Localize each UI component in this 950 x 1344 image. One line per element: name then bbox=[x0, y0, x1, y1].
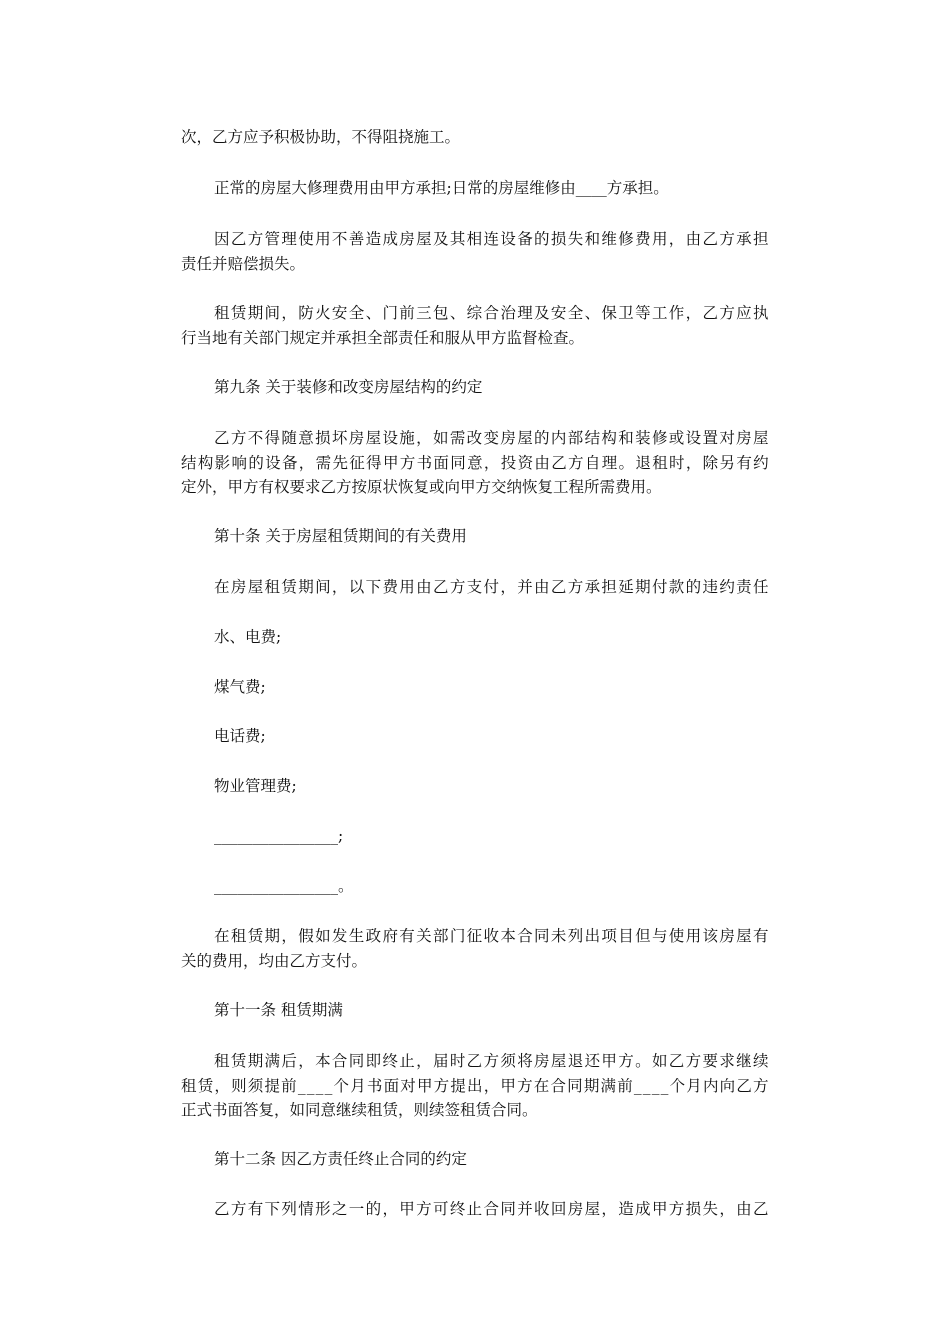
list-item: 电话费; bbox=[214, 727, 266, 745]
paragraph-line: 租 赁 期 满 后 ， 本 合 同 即 终 止 ， 届 时 乙 方 须 将 房 屋 退 还 甲 方 。 如 乙 方 要 求 继 续 bbox=[214, 1052, 769, 1070]
paragraph-line: 关的费用，均由乙方支付。 bbox=[181, 952, 368, 970]
list-item: 水、电费; bbox=[214, 628, 282, 646]
section-heading: 第十二条 因乙方责任终止合同的约定 bbox=[214, 1150, 467, 1168]
blank-list-item: ________________; bbox=[214, 827, 344, 845]
blank-list-item: ________________。 bbox=[214, 877, 354, 895]
paragraph-line: 结 构 影 响 的 设 备 ， 需 先 征 得 甲 方 书 面 同 意 ， 投 资 由 乙 方 自 理 。 退 租 时 ， 除 另 有 约 bbox=[181, 454, 769, 472]
paragraph-line: 在 房 屋 租 赁 期 间 ， 以 下 费 用 由 乙 方 支 付 ， 并 由 乙 方 承 担 延 期 付 款 的 违 约 责 任 bbox=[214, 578, 769, 596]
paragraph-line: 次，乙方应予积极协助，不得阻挠施工。 bbox=[181, 128, 461, 146]
paragraph-line: 正常的房屋大修理费用由甲方承担;日常的房屋维修由____方承担。 bbox=[214, 179, 669, 197]
list-item: 煤气费; bbox=[214, 678, 266, 696]
list-item: 物业管理费; bbox=[214, 777, 297, 795]
section-heading: 第十条 关于房屋租赁期间的有关费用 bbox=[214, 527, 467, 545]
paragraph-line: 行当地有关部门规定并承担全部责任和服从甲方监督检查。 bbox=[181, 329, 585, 347]
paragraph-line: 租 赁 期 间 ， 防 火 安 全 、 门 前 三 包 、 综 合 治 理 及 安 全 、 保 卫 等 工 作 ， 乙 方 应 执 bbox=[214, 304, 769, 322]
paragraph-line: 租 赁 ， 则 须 提 前 _ _ _ _ 个 月 书 面 对 甲 方 提 出 ， 甲 方 在 合 同 期 满 前 _ _ _ _ 个 月 内 向 乙 方 bbox=[181, 1077, 769, 1095]
paragraph-line: 乙 方 有 下 列 情 形 之 一 的 ， 甲 方 可 终 止 合 同 并 收 回 房 屋 ， 造 成 甲 方 损 失 ， 由 乙 bbox=[214, 1200, 769, 1218]
paragraph-line: 因 乙 方 管 理 使 用 不 善 造 成 房 屋 及 其 相 连 设 备 的 损 失 和 维 修 费 用 ， 由 乙 方 承 担 bbox=[214, 230, 769, 248]
paragraph-line: 在 租 赁 期 ， 假 如 发 生 政 府 有 关 部 门 征 收 本 合 同 未 列 出 项 目 但 与 使 用 该 房 屋 有 bbox=[214, 927, 769, 945]
section-heading: 第九条 关于装修和改变房屋结构的约定 bbox=[214, 378, 483, 396]
section-heading: 第十一条 租赁期满 bbox=[214, 1001, 343, 1019]
paragraph-line: 正式书面答复，如同意继续租赁，则续签租赁合同。 bbox=[181, 1101, 538, 1119]
paragraph-line: 乙 方 不 得 随 意 损 坏 房 屋 设 施 ， 如 需 改 变 房 屋 的 内 部 结 构 和 装 修 或 设 置 对 房 屋 bbox=[214, 429, 769, 447]
paragraph-line: 责任并赔偿损失。 bbox=[181, 255, 306, 273]
paragraph-line: 定外，甲方有权要求乙方按原状恢复或向甲方交纳恢复工程所需费用。 bbox=[181, 478, 662, 496]
